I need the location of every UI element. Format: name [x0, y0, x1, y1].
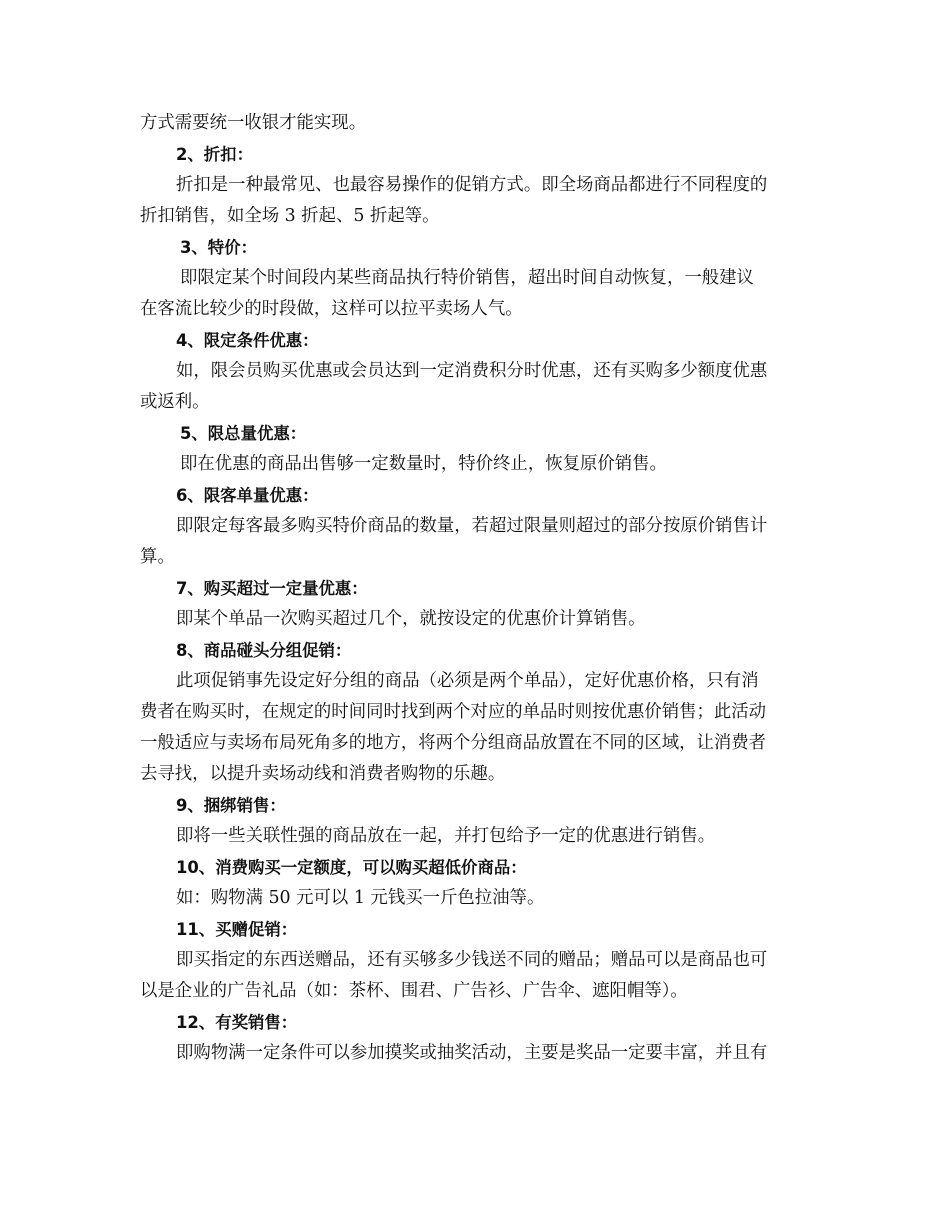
section-heading: 10、消费购买一定额度，可以购买超低价商品：	[176, 858, 527, 877]
paragraph-line: 此项促销事先设定好分组的商品（必须是两个单品），定好优惠价格，只有消	[176, 671, 759, 691]
section-heading: 4、限定条件优惠：	[176, 331, 319, 350]
paragraph-line: 在客流比较少的时段做，这样可以拉平卖场人气。	[140, 299, 523, 319]
paragraph-line: 即某个单品一次购买超过几个，就按设定的优惠价计算销售。	[176, 609, 646, 629]
section-heading: 12、有奖销售：	[176, 1013, 298, 1032]
paragraph-line: 即买指定的东西送赠品，还有买够多少钱送不同的赠品；赠品可以是商品也可	[176, 950, 768, 970]
section-heading: 5、限总量优惠：	[180, 424, 307, 443]
paragraph-line: 即购物满一定条件可以参加摸奖或抽奖活动，主要是奖品一定要丰富，并且有	[176, 1043, 768, 1063]
section-heading: 11、买赠促销：	[176, 920, 298, 939]
paragraph-line: 以是企业的广告礼品（如：茶杯、围君、广告衫、广告伞、遮阳帽等）。	[140, 981, 688, 1001]
paragraph-line: 即在优惠的商品出售够一定数量时，特价终止，恢复原价销售。	[180, 454, 667, 474]
paragraph-line: 即限定某个时间段内某些商品执行特价销售，超出时间自动恢复，一般建议	[180, 268, 754, 288]
section-heading: 6、限客单量优惠：	[176, 486, 319, 505]
paragraph-line: 或返利。	[140, 392, 210, 412]
paragraph-line: 即将一些关联性强的商品放在一起，并打包给予一定的优惠进行销售。	[176, 826, 716, 846]
paragraph-line: 去寻找，以提升卖场动线和消费者购物的乐趣。	[140, 764, 506, 784]
section-heading: 2、折扣：	[176, 145, 253, 164]
section-heading: 9、捆绑销售：	[176, 796, 286, 815]
section-heading: 3、特价：	[180, 238, 257, 257]
paragraph-line: 算。	[140, 547, 175, 567]
section-heading: 8、商品碰头分组促销：	[176, 641, 352, 660]
section-heading: 7、购买超过一定量优惠：	[176, 579, 368, 598]
paragraph-line: 一般适应与卖场布局死角多的地方，将两个分组商品放置在不同的区域，让消费者	[140, 733, 767, 753]
document-body	[140, 108, 816, 1069]
paragraph-line: 费者在购买时，在规定的时间同时找到两个对应的单品时则按优惠价销售；此活动	[140, 702, 767, 722]
paragraph-line: 如：购物满 50 元可以 1 元钱买一斤色拉油等。	[176, 888, 545, 908]
paragraph-line: 如，限会员购买优惠或会员达到一定消费积分时优惠，还有买购多少额度优惠	[176, 361, 768, 381]
paragraph-line: 方式需要统一收银才能实现。	[140, 113, 367, 133]
paragraph-line: 即限定每客最多购买特价商品的数量，若超过限量则超过的部分按原价销售计	[176, 516, 768, 536]
paragraph-line: 折扣销售，如全场 3 折起、5 折起等。	[140, 206, 440, 226]
paragraph-line: 折扣是一种最常见、也最容易操作的促销方式。即全场商品都进行不同程度的	[176, 175, 768, 195]
